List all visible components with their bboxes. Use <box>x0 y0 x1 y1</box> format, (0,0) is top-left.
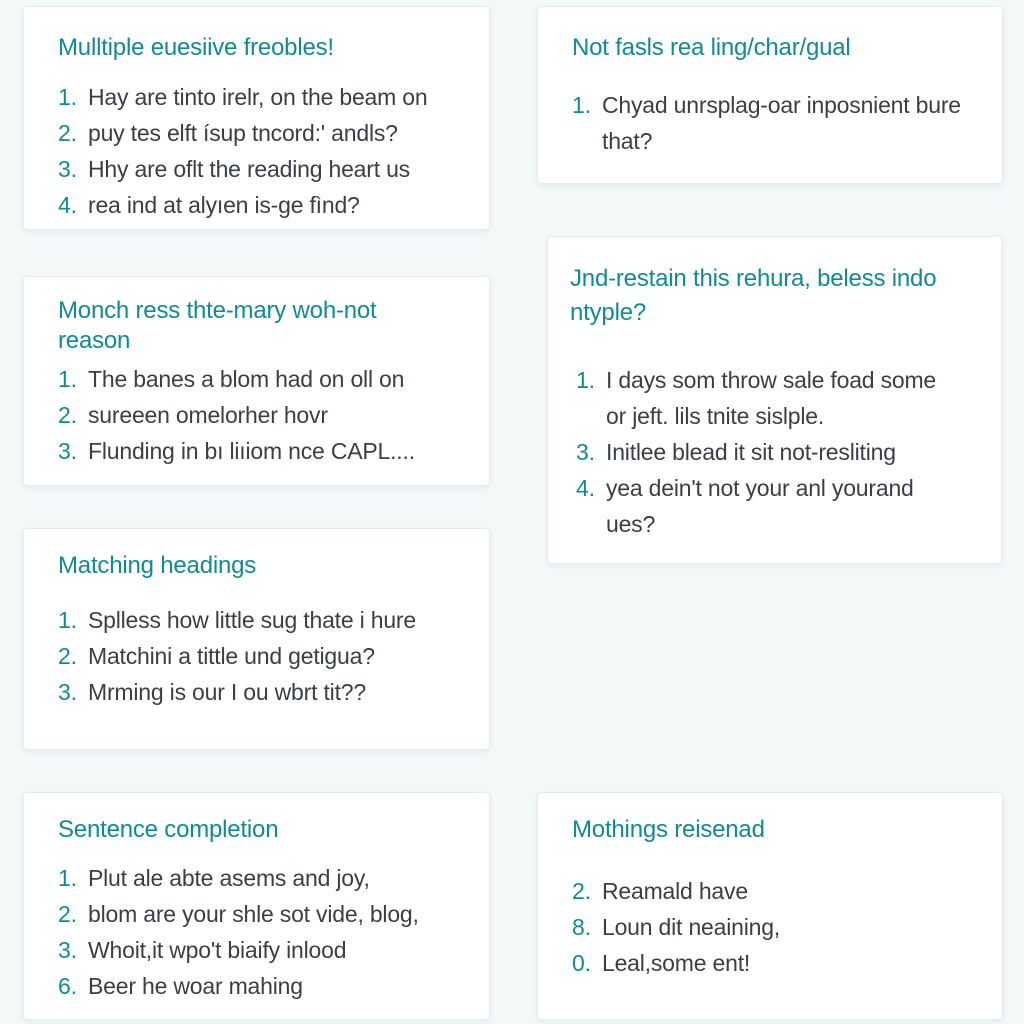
question-list <box>576 362 961 542</box>
item-number: 3. <box>58 679 77 705</box>
item-number: 3. <box>58 156 77 182</box>
item-text: Flunding in bı liıiom nce CAPL.... <box>88 438 415 464</box>
item-text: Whoit,it wpo't biaify inlood <box>88 937 347 963</box>
item-text: sureeen omelorher hovr <box>88 402 328 428</box>
card-title: Mothings reisenad <box>572 816 765 843</box>
item-number: 1. <box>58 865 77 891</box>
list-item <box>58 674 469 710</box>
item-text: Reamald have <box>602 878 748 904</box>
question-list <box>572 87 962 159</box>
item-number: 4. <box>576 475 595 501</box>
list-item <box>58 151 469 187</box>
card-title: Matching headings <box>58 552 257 579</box>
question-type-card-monch <box>23 276 490 486</box>
item-text: Mrming is our I ou wbrt tit?? <box>88 679 366 705</box>
card-title: Mulltiple euesiive freobles! <box>58 34 334 61</box>
item-text: Splless how little sug thate i hure <box>88 607 416 633</box>
list-item <box>58 115 469 151</box>
item-text: Hay are tinto irelr, on the beam on <box>88 84 428 110</box>
item-text: puy tes elft ísup tncord:' andls? <box>88 120 398 146</box>
card-title: Sentence completion <box>58 816 279 843</box>
item-text: Chyad unrsplag-oar inposnient bure that? <box>602 92 961 154</box>
item-number: 6. <box>58 973 77 999</box>
question-type-card-not-fasls <box>537 6 1003 184</box>
item-text: yea dein't not your anl yourand ues? <box>606 475 914 537</box>
list-item <box>58 187 469 223</box>
item-number: 0. <box>572 950 591 976</box>
item-number: 2. <box>58 643 77 669</box>
item-text: Beer he woar mahing <box>88 973 303 999</box>
card-title: Not fasls rea ling/char/gual <box>572 34 851 61</box>
question-type-card-matching-headings <box>23 528 490 750</box>
item-text: rea ind at alyıen is-ge fìnd? <box>88 192 360 218</box>
item-text: I days som throw sale foad some or jeft. lils tnite sislple. <box>606 367 937 429</box>
item-number: 3. <box>58 937 77 963</box>
question-type-card-mothings <box>537 792 1003 1020</box>
item-number: 1. <box>58 607 77 633</box>
item-text: The banes a blom had on oll on <box>88 366 405 392</box>
list-item <box>572 909 982 945</box>
question-type-card-jnd-restain <box>547 236 1002 564</box>
item-number: 1. <box>58 84 77 110</box>
list-item <box>58 602 469 638</box>
list-item <box>58 361 469 397</box>
question-list <box>58 79 469 223</box>
item-number: 1. <box>576 367 595 393</box>
item-number: 3. <box>576 439 595 465</box>
item-text: Leal,some ent! <box>602 950 751 976</box>
question-type-card-multiple <box>23 6 490 230</box>
question-list <box>58 602 469 710</box>
question-list <box>572 873 982 981</box>
item-text: Loun dit neaining, <box>602 914 780 940</box>
question-list <box>58 860 469 1004</box>
list-item <box>58 860 469 896</box>
list-item <box>58 896 469 932</box>
question-list <box>58 361 469 469</box>
item-text: blom are your shle sot vide, blog, <box>88 901 419 927</box>
list-item <box>58 433 469 469</box>
item-number: 2. <box>58 901 77 927</box>
list-item <box>58 932 469 968</box>
item-text: Matchini a tittle und getigua? <box>88 643 375 669</box>
item-number: 2. <box>572 878 591 904</box>
card-title: Jnd-restain this rehura, beless indo ntyple? <box>570 265 937 326</box>
list-item <box>572 873 982 909</box>
item-number: 2. <box>58 120 77 146</box>
list-item <box>572 945 982 981</box>
item-number: 4. <box>58 192 77 218</box>
list-item <box>576 362 961 434</box>
question-type-card-sentence-completion <box>23 792 490 1020</box>
list-item <box>58 79 469 115</box>
item-number: 1. <box>58 366 77 392</box>
item-number: 3. <box>58 438 77 464</box>
item-number: 1. <box>572 92 591 118</box>
list-item <box>576 434 961 470</box>
list-item <box>572 87 962 159</box>
card-title: Monch ress thte-mary woh-not reason <box>58 297 377 354</box>
item-text: Plut ale abte asems and joy, <box>88 865 370 891</box>
list-item <box>58 968 469 1004</box>
list-item <box>58 397 469 433</box>
item-number: 2. <box>58 402 77 428</box>
item-text: Hhy are oflt the reading heart us <box>88 156 410 182</box>
list-item <box>58 638 469 674</box>
item-number: 8. <box>572 914 591 940</box>
item-text: Initlee blead it sit not-resliting <box>606 439 896 465</box>
list-item <box>576 470 961 542</box>
